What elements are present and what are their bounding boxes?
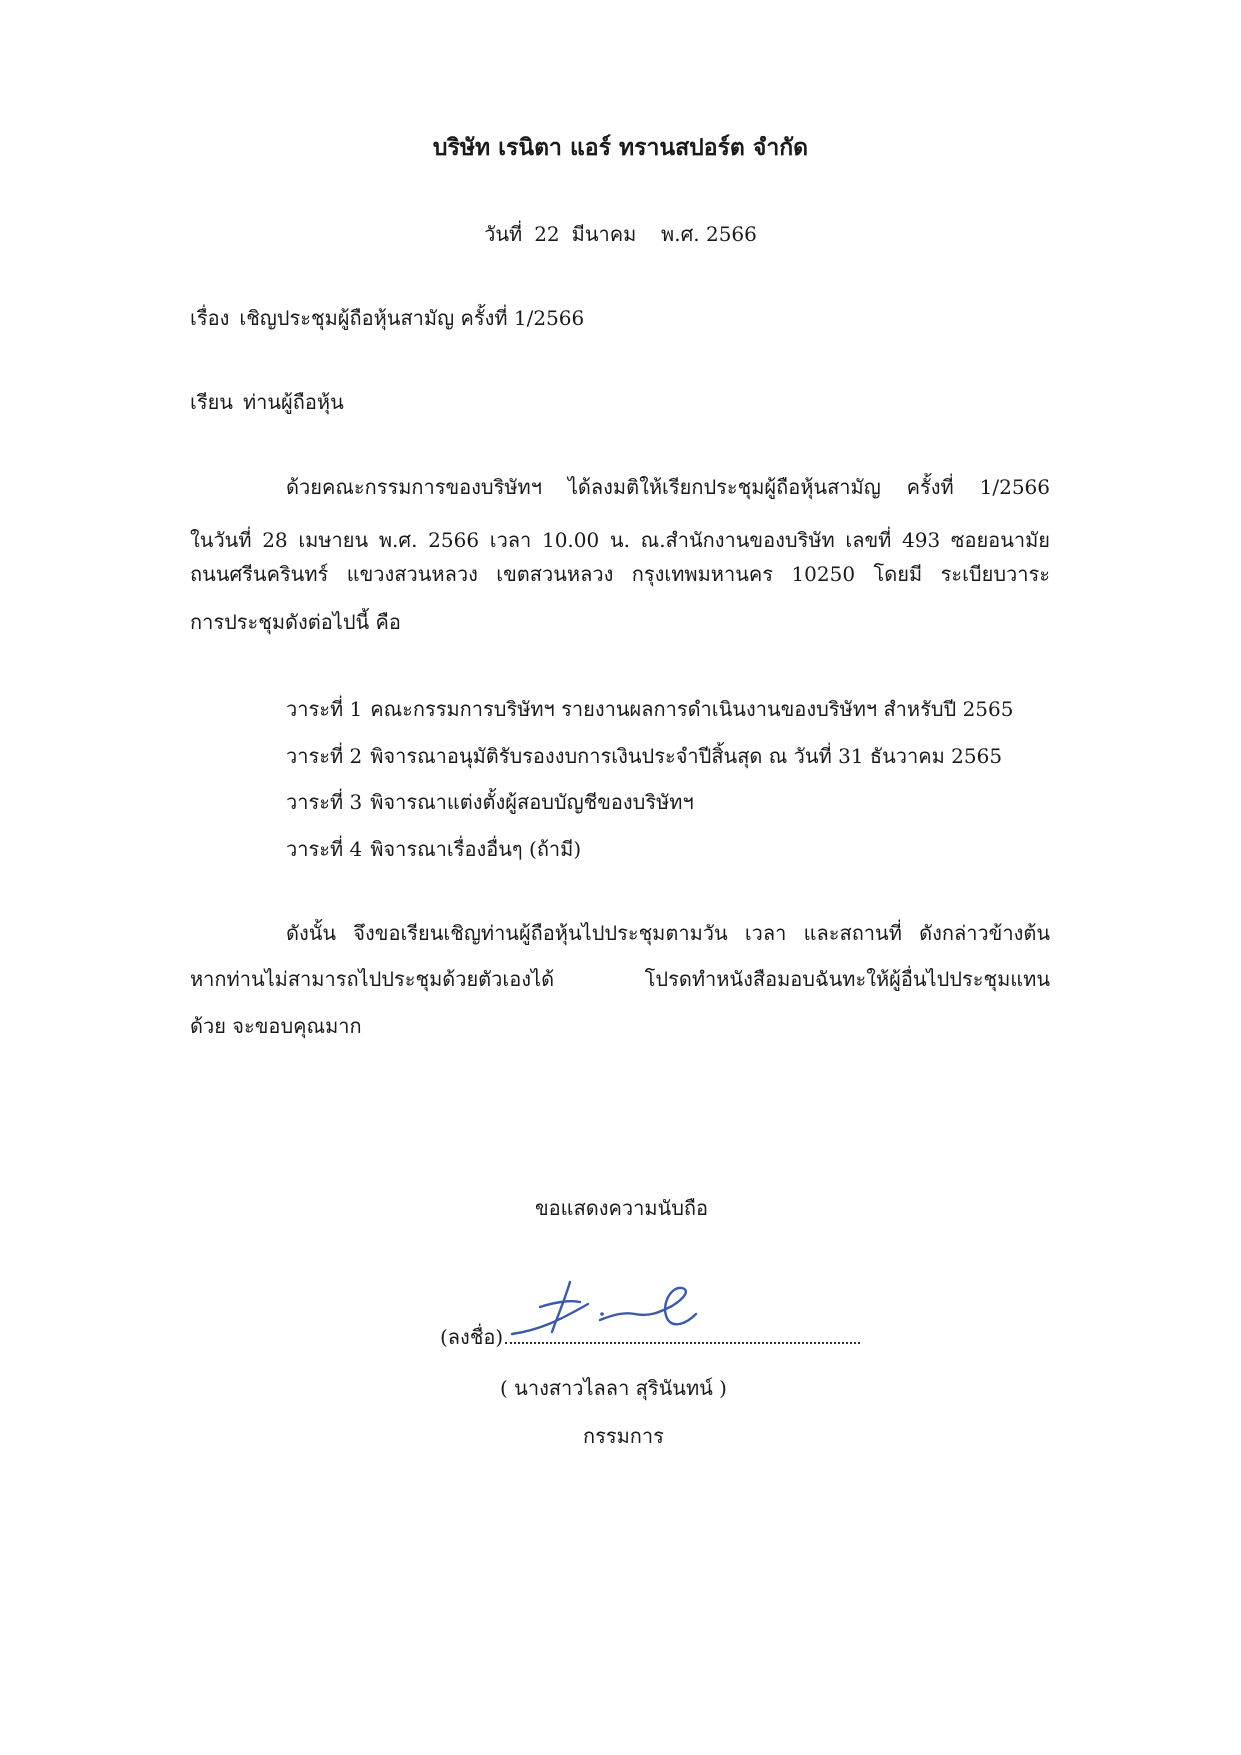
agenda-text: คณะกรรมการบริษัทฯ รายงานผลการดำเนินงานของบริษัทฯ สำหรับปี 2565 xyxy=(370,697,1014,721)
paragraph2-line: หากท่านไม่สามารถไปประชุมด้วยตัวเองได้ โปรดทำหนังสือมอบฉันทะให้ผู้อื่นไปประชุมแทน xyxy=(190,967,1050,991)
signer-position: กรรมการ xyxy=(583,1424,664,1448)
subject-text: เชิญประชุมผู้ถือหุ้นสามัญ ครั้งที่ 1/2566 xyxy=(239,306,585,330)
sign-line xyxy=(440,1320,860,1353)
agenda-text: พิจารณาเรื่องอื่นๆ (ถ้ามี) xyxy=(370,837,582,861)
date-day: 22 xyxy=(534,222,560,246)
agenda-label: วาระที่ 3 xyxy=(286,790,363,814)
agenda-item xyxy=(286,833,589,865)
salutation-line xyxy=(190,386,354,418)
closing-text: ขอแสดงความนับถือ xyxy=(535,1196,709,1220)
date-label: วันที่ xyxy=(484,222,523,246)
paragraph1-line: ด้วยคณะกรรมการของบริษัทฯ ได้ลงมติให้เรียกประชุมผู้ถือหุ้นสามัญ ครั้งที่ 1/2566 xyxy=(286,475,1050,499)
paragraph2-line: ด้วย จะขอบคุณมาก xyxy=(190,1014,362,1038)
subject-line xyxy=(190,302,594,334)
agenda-label: วาระที่ 1 xyxy=(286,697,363,721)
salutation-text: ท่านผู้ถือหุ้น xyxy=(242,390,344,414)
subject-label: เรื่อง xyxy=(190,306,230,330)
signature-dotted-line xyxy=(505,1320,860,1344)
agenda-item xyxy=(286,786,702,818)
paragraph1-line: ในวันที่ 28 เมษายน พ.ศ. 2566 เวลา 10.00 น. ณ.สำนักงานของบริษัท เลขที่ 493 ซอยอนามัย xyxy=(190,528,1050,552)
agenda-label: วาระที่ 4 xyxy=(286,837,363,861)
letter-date xyxy=(0,218,1241,250)
agenda-label: วาระที่ 2 xyxy=(286,744,363,768)
paragraph1-line: การประชุมดังต่อไปนี้ คือ xyxy=(190,610,401,634)
signer-name: ( นางสาวไลลา สุรินันทน์ ) xyxy=(500,1376,727,1400)
agenda-item xyxy=(286,693,1021,725)
agenda-text: พิจารณาแต่งตั้งผู้สอบบัญชีของบริษัทฯ xyxy=(370,790,694,814)
agenda-item xyxy=(286,740,1010,772)
date-month: มีนาคม xyxy=(571,222,637,246)
date-year: พ.ศ. 2566 xyxy=(661,222,757,246)
agenda-text: พิจารณาอนุมัติรับรองงบการเงินประจำปีสิ้นสุด ณ วันที่ 31 ธันวาคม 2565 xyxy=(370,744,1003,768)
salutation-label: เรียน xyxy=(190,390,233,414)
paragraph1-line: ถนนศรีนครินทร์ แขวงสวนหลวง เขตสวนหลวง กรุงเทพมหานคร 10250 โดยมี ระเบียบวาระ xyxy=(190,562,1050,586)
sign-label: (ลงชื่อ) xyxy=(440,1325,504,1349)
company-name: บริษัท เรนิตา แอร์ ทรานสปอร์ต จำกัด xyxy=(432,134,809,161)
paragraph2-line: ดังนั้น จึงขอเรียนเชิญท่านผู้ถือหุ้นไปประชุมตามวัน เวลา และสถานที่ ดังกล่าวข้างต้น xyxy=(286,921,1050,945)
